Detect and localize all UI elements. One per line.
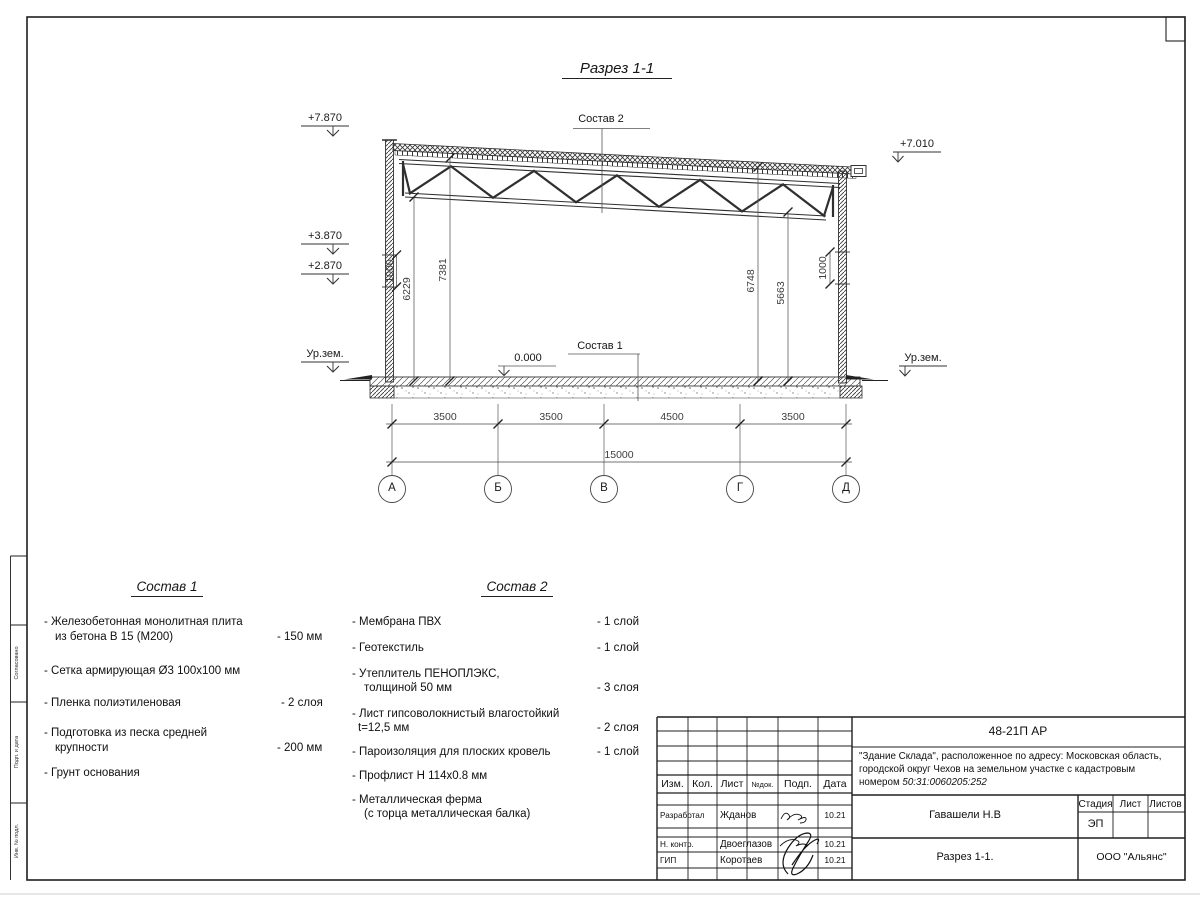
hdim-v-g: 4500	[660, 411, 684, 423]
corner-stamp-box	[1166, 17, 1185, 41]
header-list: Лист	[1119, 799, 1142, 810]
comp2-item3-line1: - Утеплитель ПЕНОПЛЭКС,	[352, 668, 500, 680]
hdim-g-d: 3500	[781, 411, 805, 423]
hdim-a-b: 3500	[433, 411, 457, 423]
comp2-item7-line2: (с торца металлическая балка)	[364, 808, 531, 820]
col-header-izm: Изм.	[661, 778, 684, 790]
composition2-title: Состав 2	[481, 579, 553, 597]
elevation-3870: +3.870	[308, 230, 342, 242]
name-zhdanov: Жданов	[720, 810, 757, 821]
roof-edge-beam	[851, 166, 866, 177]
comp2-item3-value: - 3 слоя	[597, 682, 639, 694]
ground-level-left-label: Ур.зем.	[306, 348, 344, 360]
floor-slab	[340, 375, 888, 398]
col-header-list: Лист	[720, 778, 744, 790]
role-gip: ГИП	[660, 856, 677, 865]
comp1-item2-line1: - Сетка армирующая Ø3 100х100 мм	[44, 665, 241, 677]
header-listov: Листов	[1149, 799, 1182, 810]
role-razrabotal: Разработал	[660, 811, 705, 820]
header-stadiya: Стадия	[1078, 799, 1113, 810]
comp1-item4-line1: - Подготовка из песка средней	[44, 727, 208, 739]
date-r2: 10.21	[824, 839, 846, 849]
vdim-6748: 6748	[744, 269, 757, 293]
titleblock-doc-title: Разрез 1-1.	[936, 851, 994, 863]
comp1-item1-value: - 150 мм	[277, 631, 323, 643]
role-nkontr: Н. контр.	[660, 840, 694, 849]
elevation-7870: +7.870	[308, 112, 342, 124]
axis-bubbles	[379, 476, 860, 503]
vdim-5663: 5663	[774, 281, 787, 305]
comp1-item3-line1: - Пленка полиэтиленовая	[44, 697, 181, 709]
comp2-item1-line1: - Мембрана ПВХ	[352, 616, 442, 628]
vdim-1000-left: 1000	[383, 259, 396, 283]
cadastral-number: 50:31:0060205:252	[902, 777, 987, 788]
titleblock-desc-line1: "Здание Склада", расположенное по адресу: Московская область,	[859, 751, 1162, 762]
signatures	[780, 813, 819, 875]
right-wall	[835, 171, 850, 383]
titleblock-desc-line3	[859, 777, 987, 788]
signature-big	[783, 833, 819, 875]
comp2-item7-line1: - Металлическая ферма	[352, 794, 482, 806]
titleblock-desc-line2: городской округ Чехов на земельном участке с кадастровым	[859, 764, 1136, 775]
date-r1: 10.21	[824, 810, 846, 820]
stage-value: ЭП	[1087, 818, 1104, 830]
titleblock-doc-code: 48-21П АР	[988, 724, 1048, 738]
hdim-b-v: 3500	[539, 411, 563, 423]
composition1-title: Состав 1	[131, 579, 203, 597]
hdim-total: 15000	[604, 449, 634, 461]
vdim-1000-right: 1000	[816, 256, 829, 280]
comp1-item1-line1: - Железобетонная монолитная плита	[44, 616, 243, 628]
date-r3: 10.21	[824, 855, 846, 865]
name-korotaev: Коротаев	[720, 855, 763, 866]
comp2-item5-value: - 1 слой	[597, 746, 640, 758]
comp2-item5-line1: - Пароизоляция для плоских кровель	[352, 746, 551, 758]
comp2-item2-value: - 1 слой	[597, 642, 640, 654]
ground-level-right-label: Ур.зем.	[904, 352, 942, 364]
vdim-6229: 6229	[400, 277, 413, 301]
axis-bubble-d: Д	[842, 482, 850, 494]
comp2-item4-line1: - Лист гипсоволокнистый влагостойкий	[352, 708, 560, 720]
comp2-item1-value: - 1 слой	[597, 616, 640, 628]
axis-bubble-v: В	[600, 482, 608, 494]
col-header-kol: Кол.	[692, 778, 713, 790]
page-title: Разрез 1-1	[562, 60, 672, 79]
roof-assembly	[393, 144, 866, 179]
frame-label-soglasovano: Согласовано	[13, 646, 20, 680]
titleblock-author: Гавашели Н.В	[929, 809, 1001, 821]
zero-elevation-label: 0.000	[514, 352, 542, 364]
col-header-podp: Подп.	[784, 778, 812, 790]
section-drawing	[301, 126, 947, 503]
frame-label-podp-data: Подп. и дата	[13, 735, 20, 769]
elevation-2870: +2.870	[308, 260, 342, 272]
titleblock-org: ООО "Альянс"	[1096, 851, 1167, 863]
axis-bubble-b: Б	[494, 482, 502, 494]
name-dvoeglazov: Двоеглазов	[720, 839, 773, 850]
col-header-ndok: №док.	[751, 780, 774, 789]
axis-bubble-g: Г	[736, 482, 744, 494]
vdim-7381: 7381	[436, 258, 449, 282]
elevation-7010: +7.010	[900, 138, 934, 150]
comp1-item5-line1: - Грунт основания	[44, 767, 140, 779]
desc-prefix: номером	[859, 777, 903, 788]
comp1-item3-value: - 2 слоя	[281, 697, 323, 709]
comp1-item4-value: - 200 мм	[277, 742, 323, 754]
sostav2-callout-label: Состав 2	[578, 113, 624, 125]
comp2-item4-value: - 2 слоя	[597, 722, 639, 734]
comp1-item4-line2: крупности	[55, 742, 109, 754]
frame-label-inv-podl: Инв. № подл.	[13, 823, 20, 859]
axis-bubble-a: А	[388, 482, 396, 494]
col-header-data: Дата	[823, 778, 847, 790]
comp2-item2-line1: - Геотекстиль	[352, 642, 424, 654]
comp2-item3-line2: толщиной 50 мм	[364, 682, 453, 694]
sostav1-callout-label: Состав 1	[577, 340, 623, 352]
comp1-item1-line2: из бетона В 15 (М200)	[55, 631, 174, 643]
comp2-item6-line1: - Профлист Н 114х0.8 мм	[352, 770, 488, 782]
comp2-item4-line2: t=12,5 мм	[358, 722, 410, 734]
signature-zhdanov	[781, 813, 806, 823]
